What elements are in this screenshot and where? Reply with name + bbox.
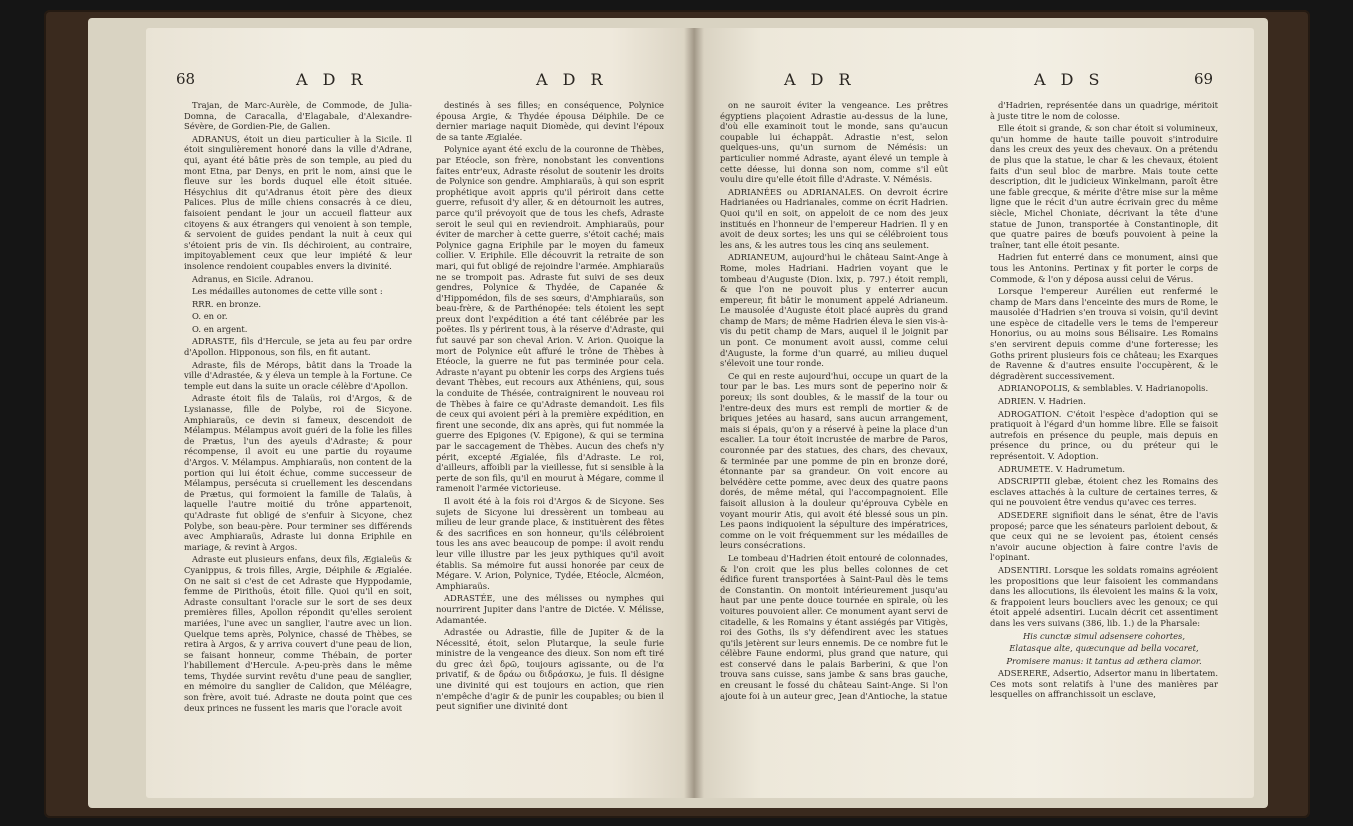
left-page-header <box>146 70 694 94</box>
left-page-column-1 <box>184 100 412 715</box>
paragraph: O. en argent. <box>192 323 248 334</box>
paragraph: Adraste eut plusieurs enfans, deux fils, Ægialeüs & Cyanippus, & trois filles, Argie, Déiphile & Ægialée. On ne sait si c'est de cet Adraste que Hyppodamie, femme de Pirithoüs, étoit fille. Quoi qu'il en soit, Adraste consultant l'oracle sur le sort de ses deux premières filles, Apollon répondit qu'elles seroient mariées, l'une avec un sanglier, l'autre avec un lion. Quelque tems après, Polynice, chassé de Thèbes, se retira à Argos, & y arriva couvert d'une peau de lion, se faisant honneur, comme Thébain, de porter l'habillement d'Hercule. A-peu-près dans le même tems, Thydée survint revêtu d'une peau de sanglier, en mémoire du sanglier de Calidon, que Méléagre, son frère, avoit tué. Adraste ne douta point que ces deux princes ne fussent les maris que l'oracle avoit <box>184 554 412 713</box>
paragraph: Adranus, en Sicile. Adranou. <box>192 273 314 284</box>
paragraph: d'Hadrien, représentée dans un quadrige, méritoit à juste titre le nom de colosse. <box>990 100 1218 121</box>
left-page <box>146 28 694 798</box>
left-page-column-2 <box>436 100 664 714</box>
paragraph: ADSENTIRI. Lorsque les soldats romains agréoient les propositions que leur faisoient les commandans dans les allocutions, ils élevoient les mains & la voix, & frappoient leurs boucliers avec les genoux; ce qui étoit appelé adsentiri. Lucain décrit cet assentiment dans les vers suivans (386, lib. 1.) de la Pharsale: <box>990 564 1218 628</box>
paragraph: Les médailles autonomes de cette ville sont : <box>192 286 383 297</box>
paragraph: ADRUMETE. V. Hadrumetum. <box>998 463 1126 474</box>
paragraph: destinés à ses filles; en conséquence, Polynice épousa Argie, & Thydée épousa Déiphile. De ce dernier mariage naquit Diomède, qui devint l'époux de sa tante Ægialée. <box>436 100 664 142</box>
paragraph: Adraste, fils de Mérops, bâtit dans la Troade la ville d'Adrastée, & y éleva un temple à la Fortune. Ce temple eut dans la suite un oracle célèbre d'Apollon. <box>184 359 412 391</box>
paragraph: Hadrien fut enterré dans ce monument, ainsi que tous les Antonins. Pertinax y fit porter le corps de Commode, & l'on y déposa aussi celui de Vérus. <box>990 252 1218 284</box>
paragraph: ADRIANÉES ou ADRIANALES. On devroit écrire Hadrianées ou Hadrianales, comme on écrit Hadrien. Quoi qu'il en soit, on appeloit de ce nom des jeux institués en l'honneur de l'empereur Hadrien. Il y en avoit de deux sortes; les uns qui se célébroient tous les ans, & les autres tous les cinq ans seulement. <box>720 186 948 250</box>
open-book <box>88 18 1268 808</box>
paragraph: ADSCRIPTII glebæ, étoient chez les Romains des esclaves attachés à la culture de certaines terres, & qui ne pouvoient être vendus qu'avec ces terres. <box>990 476 1218 508</box>
paragraph: Elle étoit si grande, & son char étoit si volumineux, qu'un homme de haute taille pouvoit s'introduire dans les creux des yeux des chevaux. On a prétendu de plus que la statue, le char & les chevaux, étoient faits d'un seul bloc de marbre. Mais toute cette description, dit le judicieux Winkelmann, paroît être une fable grecque, & mérite d'être mise sur la même ligne que le récit d'un autre écrivain grec du même siècle, Michel Choniate, décrivant la tête d'une statue de Junon, transportée à Constantinople, dit que quatre paires de bœufs pouvoient à peine la traîner, tant elle étoit pesante. <box>990 123 1218 250</box>
left-page-number: 68 <box>176 70 196 88</box>
paragraph: Le tombeau d'Hadrien étoit entouré de colonnades, & l'on croit que les plus belles colonnes de cet édifice furent transportées à Saint-Paul dès le tems de Constantin. On montoit intérieurement jusqu'au haut par une pente douce tournée en spirale, où les voitures pouvoient aller. Ce monument ayant servi de citadelle, & les Romains y étant assiégés par Vitigès, roi des Goths, ils s'y défendirent avec les statues qu'ils jetèrent sur leurs ennemis. De ce nombre fut le célèbre Faune endormi, plus grand que nature, qui est conservé dans le palais Barberini, & que l'on trouva sans cuisse, sans jambe & sans bras gauche, en creusant le fossé du château Saint-Ange. Si l'on ajoute foi à un auteur grec, Jean d'Antioche, la statue <box>720 552 948 701</box>
verse-line: Promisere manus: it tantus ad æthera clamor. <box>1006 655 1202 666</box>
verse-line: Elatasque alte, quæcunque ad bella vocaret, <box>1009 643 1199 654</box>
paragraph: ADRASTÉE, une des mélisses ou nymphes qui nourrirent Jupiter dans l'antre de Dictée. V. Mélisse, Adamantée. <box>436 593 664 625</box>
left-running-head: A D R <box>296 70 368 89</box>
paragraph: Adrastée ou Adrastie, fille de Jupiter & de la Nécessité, étoit, selon Plutarque, la seule furie ministre de la vengeance des dieux. Son nom eft tiré du grec ἀεὶ δρῶ, toujours agissante, ou de l'α privatif, & de δράω ou διδράσκω, je fuis. Il désigne une divinité qui est toujours en action, que rien n'empêche d'agir & de punir les coupables; ou bien il peut signifier une divinité dont <box>436 627 664 712</box>
right-page-number: 69 <box>1194 70 1214 88</box>
left-page-second-running-head: A D R <box>536 70 608 89</box>
book-gutter <box>684 28 704 798</box>
verse-line: His cunctæ simul adsensere cohortes, <box>1023 630 1185 641</box>
paragraph: ADROGATION. C'étoit l'espèce d'adoption qui se pratiquoit à l'égard d'un homme libre. Elle se faisoit autrefois en présence du peuple, mais depuis en présence du prince, ou du préteur qui le représentoit. V. Adoption. <box>990 408 1218 461</box>
right-page-first-running-head: A D R <box>784 70 856 89</box>
paragraph: on ne sauroit éviter la vengeance. Les prêtres égyptiens plaçoient Adrastie au-dessus de la lune, d'où elle examinoit tout le monde, sans qu'aucun coupable lui échappât. Adrastie n'est, selon quelques-uns, qu'un surnom de Némésis: un particulier nommé Adraste, ayant élevé un temple à cette déesse, lui donna son nom, comme s'il eût voulu dire qu'elle étoit fille d'Adraste. V. Némésis. <box>720 100 948 185</box>
right-running-head: A D S <box>1034 70 1105 89</box>
paragraph: ADSEDERE signifioit dans le sénat, être de l'avis proposé; parce que les sénateurs parloient debout, & que ceux qui ne se levoient pas, étoient censés n'avoir aucune objection à faire contre l'avis de l'opinant. <box>990 509 1218 563</box>
right-page-column-1 <box>720 100 948 703</box>
paragraph: ADRIEN. V. Hadrien. <box>998 396 1086 407</box>
paragraph: Ce qui en reste aujourd'hui, occupe un quart de la tour par le bas. Les murs sont de peperino noir & poreux; ils sont doubles, & le massif de la tour ou l'entre-deux des murs est rempli de mortier & de briques jetées au hasard, sans aucun arrangement, mais si épais, qu'on y a réservé à peine la place d'un escalier. La tour étoit incrustée de marbre de Paros, couronnée par des statues, des chars, des chevaux, & terminée par une pomme de pin en bronze doré, étonnante par sa grandeur. On voit encore au belvédère cette pomme, avec deux des quatre paons dorés, de même métal, qui l'accompagnoient. Elle faisoit allusion à la douleur qu'éprouva Cybèle en voyant mourir Atis, qui avoit été blessé sous un pin. Les paons indiquoient la sépulture des impératrices, comme on le voit fréquemment sur les médailles de leurs consécrations. <box>720 370 948 551</box>
paragraph: Il avoit été à la fois roi d'Argos & de Sicyone. Ses sujets de Sicyone lui dressèrent un tombeau au milieu de leur grande place, & instituèrent des fêtes & des sacrifices en son honneur, qu'ils célébroient tous les ans avec beaucoup de pompe: il avoit rendu leur ville illustre par les jeux pythiques qu'il avoit établis. Sa mémoire fut aussi honorée par ceux de Mégare. V. Arion, Polynice, Tydée, Etéocle, Alcméon, Amphiaraüs. <box>436 495 664 591</box>
paragraph: ADRANUS, étoit un dieu particulier à la Sicile. Il étoit singulièrement honoré dans la ville d'Adrane, qui, ayant été bâtie près de son temple, au pied du mont Etna, par Denys, en prit le nom, ainsi que le fleuve sur les bords duquel elle étoit située. Hésychius dit qu'Adranus étoit père des dieux Palices. Plus de mille chiens consacrés à ce dieu, faisoient pendant le jour un accueil flatteur aux citoyens & aux étrangers qui venoient à son temple, & servoient de guides pendant la nuit à ceux qui s'étoient pris de vin. Ils déchiroient, au contraire, impitoyablement ceux que leur impiété & leur insolence rendoient coupables envers la divinité. <box>184 133 412 271</box>
paragraph: RRR. en bronze. <box>192 298 262 309</box>
paragraph: Trajan, de Marc-Aurèle, de Commode, de Julia-Domna, de Caracalla, d'Elagabale, d'Alexandre-Sévère, de Gordien-Pie, de Galien. <box>184 100 412 132</box>
paragraph: ADRIANEUM, aujourd'hui le château Saint-Ange à Rome, moles Hadriani. Hadrien voyant que le tombeau d'Auguste (Dion. lxix, p. 797.) étoit rempli, & que l'on ne pouvoit plus y enterrer aucun empereur, fit bâtir le monument appelé Adrianeum. Le mausolée d'Auguste étoit placé auprès du grand champ de Mars; de même Hadrien éleva le sien vis-à-vis du petit champ de Mars, auquel il le joignit par un pont. Ce monument avoit aussi, comme celui d'Auguste, la forme d'un quarré, au milieu duquel s'élevoit une tour ronde. <box>720 252 948 369</box>
right-page-header <box>694 70 1254 94</box>
paragraph: Polynice ayant été exclu de la couronne de Thèbes, par Etéocle, son frère, nonobstant les conventions faites entr'eux, Adraste résolut de soutenir les droits de Polynice son gendre. Amphiaraüs, à qui son esprit prophétique avoit appris qu'il périroit dans cette guerre, refusoit d'y aller, & en détournoit les autres, parce qu'il prévoyoit que de tous les chefs, Adraste seroit le seul qui en reviendroit. Amphiaraüs, pour éviter de marcher à cette guerre, s'étoit caché; mais Polynice gagna Eriphile par le moyen du fameux collier. V. Eriphile. Elle découvrit la retraite de son mari, qui fut obligé de rejoindre l'armée. Amphiaraüs ne se trompoit pas. Adraste fut suivi de ses deux gendres, Polynice & Thydée, de Capanée & d'Hippomédon, fils de ses sœurs, d'Amphiaraüs, son beau-frère, & de Parthénopée: tels étoient les sept preux dont l'expédition a été tant célébrée par les poëtes. Ils y périrent tous, à la réserve d'Adraste, qui fut sauvé par son cheval Arion. V. Arion. Quoique la mort de Polynice eût affuré le trône de Thèbes à Etéocle, la guerre ne fut pas terminée pour cela. Adraste n'ayant pu obtenir les corps des Argiens tués devant Thèbes, eut recours aux Athéniens, qui, sous la conduite de Thésée, contraignirent le nouveau roi de Thèbes à faire ce qu'Adraste demandoit. Les fils de ceux qui avoient péri à la première expédition, en firent une seconde, dix ans après, qui fut nommée la guerre des Epigones (V. Epigone), & qui se termina par le saccagement de Thèbes. Aucun des chefs n'y périt, excepté Ægialée, fils d'Adraste. Le roi, d'ailleurs, affoibli par la vieillesse, fut si sensible à la perte de son fils, qu'il en mourut à Mégare, comme il ramenoit l'armée victorieuse. <box>436 144 664 494</box>
paragraph: ADRIANOPOLIS, & semblables. V. Hadrianopolis. <box>998 383 1209 394</box>
paragraph: Lorsque l'empereur Aurélien eut renfermé le champ de Mars dans l'enceinte des murs de Rome, le mausolée d'Hadrien s'en trouva si voisin, qu'il devint une espèce de citadelle vers le tems de l'empereur Honorius, ou au moins sous Bélisaire. Les Romains s'en servirent depuis comme d'une forteresse; les Goths prirent plusieurs fois ce château; les Exarques de Ravenne & d'autres ensuite l'occupèrent, & le dégradèrent successivement. <box>990 286 1218 381</box>
paragraph: Adraste étoit fils de Talaüs, roi d'Argos, & de Lysianasse, fille de Polybe, roi de Sicyone. Amphiaraüs, ce devin si fameux, descendoit de Mélampus. Mélampus avoit guéri de la folie les filles de Prætus, l'un des ayeuls d'Adraste; & pour récompense, il avoit eu une partie du royaume d'Argos. V. Mélampus. Amphiaraüs, non content de la portion qui lui étoit échue, comme successeur de Mélampus, persécuta si cruellement les descendans de Prætus, qui formoient la famille de Talaüs, à laquelle l'autre moitié du trône appartenoit, qu'Adraste fut obligé de s'enfuir à Sicyone, chez Polybe, son beau-père. Pour terminer ses différends avec Amphiaraüs, Adraste lui donna Eriphile en mariage, & revint à Argos. <box>184 393 412 552</box>
paragraph: O. en or. <box>192 311 228 322</box>
paragraph: ADSERERE, Adsertio, Adsertor manu in libertatem. Ces mots sont relatifs à l'une des manières par lesquelles on affranchissoit un esclave, <box>990 668 1218 700</box>
paragraph: ADRASTE, fils d'Hercule, se jeta au feu par ordre d'Apollon. Hipponous, son fils, en fit autant. <box>184 336 412 358</box>
right-page-column-2 <box>990 100 1218 702</box>
right-page <box>694 28 1254 798</box>
